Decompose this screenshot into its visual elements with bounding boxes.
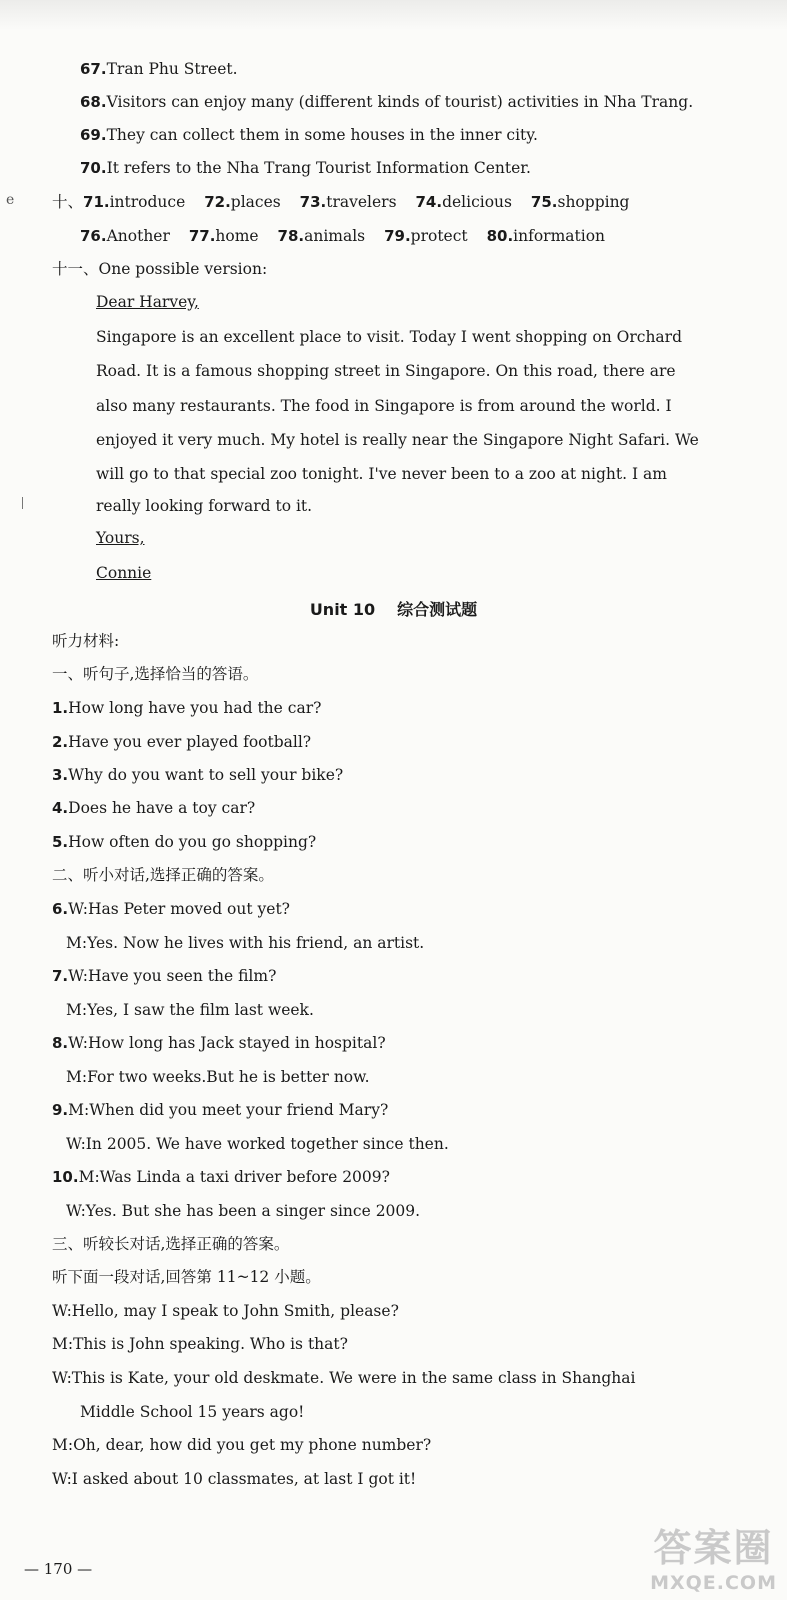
dialog-line: W:This is Kate, your old deskmate. We were in the same class in Shanghai: [52, 1369, 636, 1387]
answer-row-76-80: 76.Another 77.home 78.animals 79.protect 80.information: [80, 227, 606, 245]
letter-line: Road. It is a famous shopping street in Singapore. On this road, there are: [96, 362, 676, 380]
part-1-heading: 一、听句子,选择恰当的答语。: [52, 665, 259, 683]
answer-69: 69.They can collect them in some houses in the inner city.: [80, 126, 538, 144]
listening-q3: 3.Why do you want to sell your bike?: [52, 766, 344, 784]
listening-q9-a: 9.M:When did you meet your friend Mary?: [52, 1101, 389, 1119]
listening-q10-a: 10.M:Was Linda a taxi driver before 2009?: [52, 1168, 390, 1186]
letter-line: also many restaurants. The food in Singapore is from around the world. I: [96, 397, 672, 415]
listening-q7-a: 7.W:Have you seen the film?: [52, 967, 277, 985]
listening-q8-b: M:For two weeks.But he is better now.: [66, 1068, 370, 1086]
answer-70: 70.It refers to the Nha Trang Tourist Information Center.: [80, 159, 531, 177]
letter-greeting: Dear Harvey,: [96, 293, 199, 311]
answer-67: 67.Tran Phu Street.: [80, 60, 238, 78]
listening-heading: 听力材料:: [52, 632, 120, 650]
section-11-heading: 十一、One possible version:: [52, 260, 268, 278]
page-number: — 170 —: [24, 1560, 93, 1578]
letter-line: enjoyed it very much. My hotel is really near the Singapore Night Safari. We: [96, 431, 699, 449]
listening-q1: 1.How long have you had the car?: [52, 699, 322, 717]
dialog-line: M:Oh, dear, how did you get my phone number?: [52, 1436, 432, 1454]
answer-68: 68.Visitors can enjoy many (different kinds of tourist) activities in Nha Trang.: [80, 93, 694, 111]
answer-row-71-75: 十、71.introduce 72.places 73.travelers 74.delicious 75.shopping: [52, 193, 630, 211]
listening-q8-a: 8.W:How long has Jack stayed in hospital?: [52, 1034, 386, 1052]
letter-line: Singapore is an excellent place to visit. Today I went shopping on Orchard: [96, 328, 683, 346]
listening-q6-b: M:Yes. Now he lives with his friend, an artist.: [66, 934, 425, 952]
unit-title: Unit 10 综合测试题: [309, 600, 478, 619]
listening-q7-b: M:Yes, I saw the film last week.: [66, 1001, 314, 1019]
dialog-line: W:Hello, may I speak to John Smith, please?: [52, 1302, 399, 1320]
part-3-heading: 三、听较长对话,选择正确的答案。: [52, 1235, 290, 1253]
listening-q5: 5.How often do you go shopping?: [52, 833, 317, 851]
listening-q4: 4.Does he have a toy car?: [52, 799, 256, 817]
listening-q6-a: 6.W:Has Peter moved out yet?: [52, 900, 290, 918]
margin-mark: e: [6, 192, 15, 208]
part-3-intro: 听下面一段对话,回答第 11~12 小题。: [52, 1268, 321, 1286]
margin-tick: [22, 497, 23, 509]
letter-closing: Yours,: [96, 529, 145, 547]
letter-line: really looking forward to it.: [96, 497, 313, 515]
scan-top-edge: [0, 0, 787, 30]
dialog-line: M:This is John speaking. Who is that?: [52, 1335, 348, 1353]
dialog-line: Middle School 15 years ago!: [80, 1403, 305, 1421]
dialog-line: W:I asked about 10 classmates, at last I got it!: [52, 1470, 417, 1488]
watermark-logo: 答案圈 MXQE.COM: [650, 1526, 777, 1594]
letter-line: will go to that special zoo tonight. I've never been to a zoo at night. I am: [96, 465, 667, 483]
listening-q10-b: W:Yes. But she has been a singer since 2009.: [66, 1202, 421, 1220]
listening-q9-b: W:In 2005. We have worked together since then.: [66, 1135, 449, 1153]
letter-signature: Connie: [96, 564, 152, 582]
listening-q2: 2.Have you ever played football?: [52, 733, 312, 751]
part-2-heading: 二、听小对话,选择正确的答案。: [52, 866, 274, 884]
